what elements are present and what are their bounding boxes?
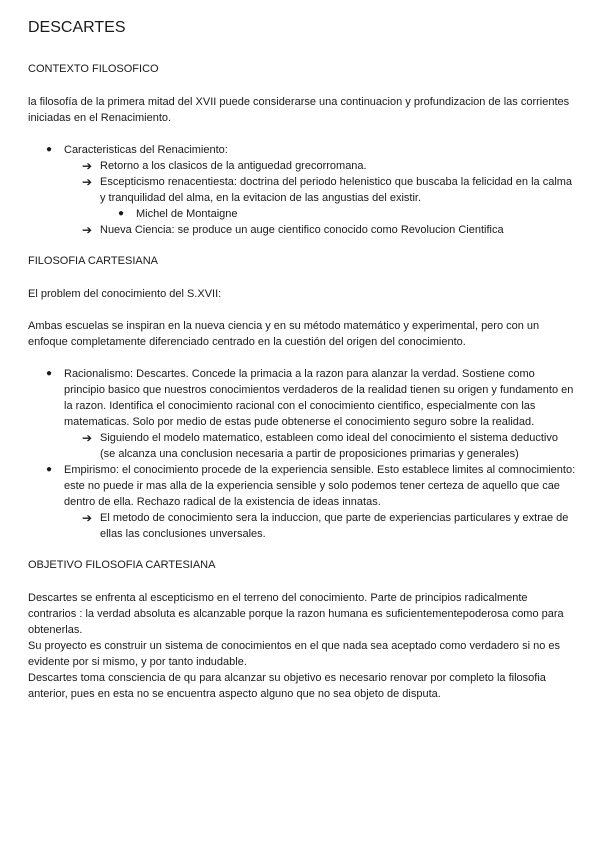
cartesiana-intro: Ambas escuelas se inspiran en la nueva ciencia y en su método matemático y experimental, pero con un enfoque completamente diferenciado centrado en la cuestión del origen del conocimiento. — [28, 320, 540, 348]
arrow-icon: ➔ — [82, 223, 93, 237]
objetivo-paragraph: Su proyecto es construir un sistema de conocimientos en el que nada sea aceptado como verdadero si no es evidente por si mismo, y por tanto indudable. — [28, 640, 560, 668]
bullet-icon: ● — [46, 144, 53, 155]
list-item-text: Caracteristicas del Renacimiento: — [64, 144, 228, 156]
list-item — [28, 430, 576, 462]
contexto-list — [28, 142, 576, 238]
list-item-text: Racionalismo: Descartes. Concede la primacia a la razon para alanzar la verdad. Sostiene como principio basico que nuestros conocimientos verdaderos de la realidad tienen su origen y fundamento en la razon. Identifica el conocimiento racional con el conocimiento cientifico, especialmente con las matematicas. Solo por medio de estas pude obtenerse el conocimiento seguro sobre la realidad. — [64, 368, 574, 428]
section-heading-cartesiana: FILOSOFIA CARTESIANA — [28, 255, 158, 267]
list-item-text: Nueva Ciencia: se produce un auge cientifico conocido como Revolucion Cientifica — [100, 224, 504, 236]
list-item-text: El metodo de conocimiento sera la induccion, que parte de experiencias particulares y extrae de ellas las conclusiones unversales. — [100, 512, 569, 540]
list-item — [28, 142, 576, 158]
contexto-intro: la filosofía de la primera mitad del XVII puede considerarse una continuacion y profundizacion de las corrientes iniciadas en el Renacimiento. — [28, 96, 570, 124]
list-item-text: Escepticismo renacentiesta: doctrina del periodo helenistico que buscaba la felicidad en la calma y tranquilidad del alma, en la evitacion de las angustias del existir. — [100, 176, 573, 204]
bullet-icon: ● — [118, 208, 125, 219]
arrow-icon: ➔ — [82, 175, 93, 189]
list-item — [28, 206, 576, 222]
list-item-text: Siguiendo el modelo matematico, estableen como ideal del conocimiento el sistema deductivo (se alcanza una conclusion necesaria a partir de proposiciones primarias y generales) — [100, 432, 558, 460]
cartesiana-problem: El problem del conocimiento del S.XVII: — [28, 288, 222, 300]
arrow-icon: ➔ — [82, 431, 93, 445]
bullet-icon: ● — [46, 368, 53, 379]
list-item — [28, 222, 576, 238]
objetivo-paragraph: Descartes toma consciencia de qu para alcanzar su objetivo es necesario renovar por completo la filosofia anterior, pues en esta no se encuentra aspecto alguno que no sea objeto de disputa. — [28, 672, 546, 700]
section-heading-objetivo: OBJETIVO FILOSOFIA CARTESIANA — [28, 559, 216, 571]
list-item — [28, 510, 576, 542]
arrow-icon: ➔ — [82, 511, 93, 525]
list-item-text: Michel de Montaigne — [136, 208, 238, 220]
objetivo-paragraph: Descartes se enfrenta al escepticismo en el terreno del conocimiento. Parte de principios radicalmente contrarios : la verdad absoluta es alcanzable porque la razon humana es suficientementepoderosa como para obtenerlas. — [28, 592, 564, 636]
page-title: DESCARTES — [28, 19, 126, 36]
arrow-icon: ➔ — [82, 159, 93, 173]
list-item — [28, 366, 576, 430]
cartesiana-list — [28, 366, 576, 542]
bullet-icon: ● — [46, 464, 53, 475]
list-item — [28, 174, 576, 206]
section-heading-contexto: CONTEXTO FILOSOFICO — [28, 63, 159, 75]
list-item — [28, 158, 576, 174]
list-item — [28, 462, 576, 510]
document — [28, 18, 576, 702]
list-item-text: Empirismo: el conocimiento procede de la experiencia sensible. Esto establece limites al comnocimiento: este no puede ir mas alla de la experiencia sensible y solo podemos tener certeza de aquello que cae dentro de ella. Rechazo radical de la existencia de ideas innatas. — [64, 464, 576, 508]
list-item-text: Retorno a los clasicos de la antiguedad grecorromana. — [100, 160, 367, 172]
